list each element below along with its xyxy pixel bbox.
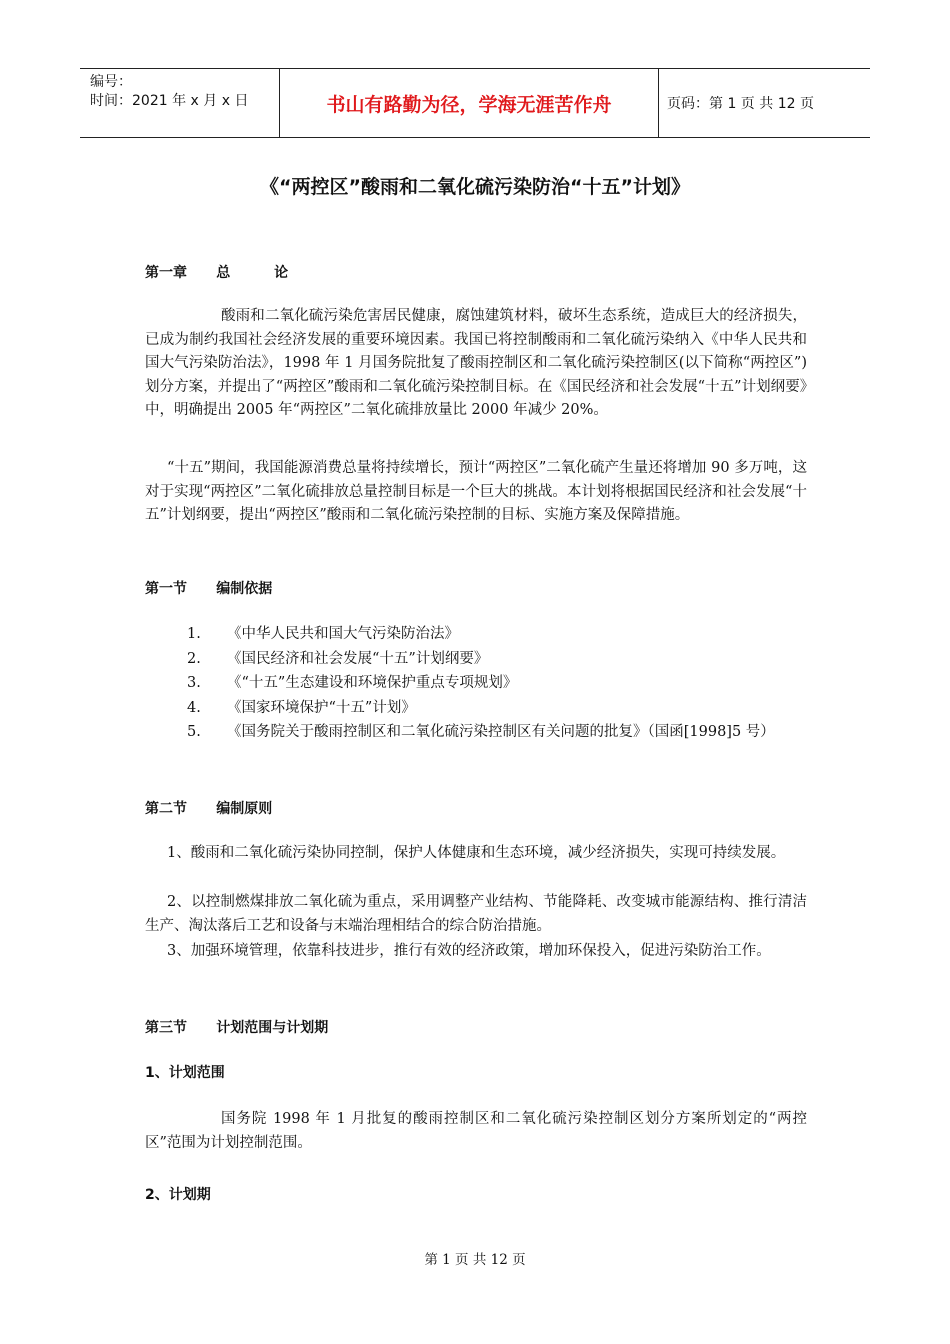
principle-paragraph-3: 3、加强环境管理，依靠科技进步，推行有效的经济政策，增加环保投入，促进污染防治工作。	[167, 943, 771, 959]
list-item: 1. 《中华人民共和国大气污染防治法》	[187, 626, 459, 642]
chapter-heading: 第一章 总 论	[145, 265, 289, 281]
subsection-heading-period: 2、计划期	[145, 1187, 211, 1203]
section-heading-scope: 第三节 计划范围与计划期	[145, 1020, 329, 1036]
chapter-paragraph-1: 酸雨和二氧化硫污染危害居民健康，腐蚀建筑材料，破坏生态系统，造成巨大的经济损失，已成为制约我国社会经济发展的重要环境因素。我国已将控制酸雨和二氧化硫污染纳入《中华人民共和国大气污染防治法》，1998 年 1 月国务院批复了酸雨控制区和二氧化硫污染控制区(以下简称“两控区”)划分方案，并提出了“两控区”酸雨和二氧化硫污染控制目标。在《国民经济和社会发展“十五”计划纲要》中，明确提出 2005 年“两控区”二氧化硫排放量比 2000 年减少 20%。	[145, 308, 807, 418]
document-time-label: 时间：2021 年 x 月 x 日	[90, 93, 249, 109]
list-item: 5. 《国务院关于酸雨控制区和二氧化硫污染控制区有关问题的批复》（国函[1998]5 号）	[187, 724, 775, 740]
chapter-paragraph-2: “十五”期间，我国能源消费总量将持续增长，预计“两控区”二氧化硫产生量还将增加 90 多万吨，这对于实现“两控区”二氧化硫排放总量控制目标是一个巨大的挑战。本计划将根据国民经济和社会发展“十五”计划纲要，提出“两控区”酸雨和二氧化硫污染控制的目标、实施方案及保障措施。	[145, 460, 807, 523]
list-item: 4. 《国家环境保护“十五”计划》	[187, 699, 416, 716]
principle-paragraph-1: 1、酸雨和二氧化硫污染协同控制，保护人体健康和生态环境，减少经济损失，实现可持续发展。	[167, 845, 786, 861]
document-number-label: 编号：	[90, 74, 132, 90]
section-heading-principles: 第二节 编制原则	[145, 801, 273, 817]
header-page-info: 页码：第 1 页 共 12 页	[667, 96, 814, 112]
header-table	[80, 68, 870, 138]
list-item: 2. 《国民经济和社会发展“十五”计划纲要》	[187, 650, 489, 667]
list-item: 3. 《“十五”生态建设和环境保护重点专项规划》	[187, 675, 518, 691]
principle-paragraph-2: 2、以控制燃煤排放二氧化硫为重点，采用调整产业结构、节能降耗、改变城市能源结构、推行清洁生产、淘汰落后工艺和设备与末端治理相结合的综合防治措施。	[145, 894, 807, 934]
header-motto: 书山有路勤为径，学海无涯苦作舟	[280, 69, 659, 137]
page-footer: 第 1 页 共 12 页	[424, 1252, 526, 1268]
basis-list	[145, 622, 807, 745]
document-title: 《“两控区”酸雨和二氧化硫污染防治“十五”计划》	[260, 176, 690, 198]
header-meta-cell	[80, 69, 280, 137]
scope-paragraph: 国务院 1998 年 1 月批复的酸雨控制区和二氧化硫污染控制区划分方案所划定的“两控区”范围为计划控制范围。	[145, 1111, 807, 1151]
subsection-heading-scope: 1、计划范围	[145, 1065, 225, 1081]
section-heading-basis: 第一节 编制依据	[145, 581, 273, 597]
